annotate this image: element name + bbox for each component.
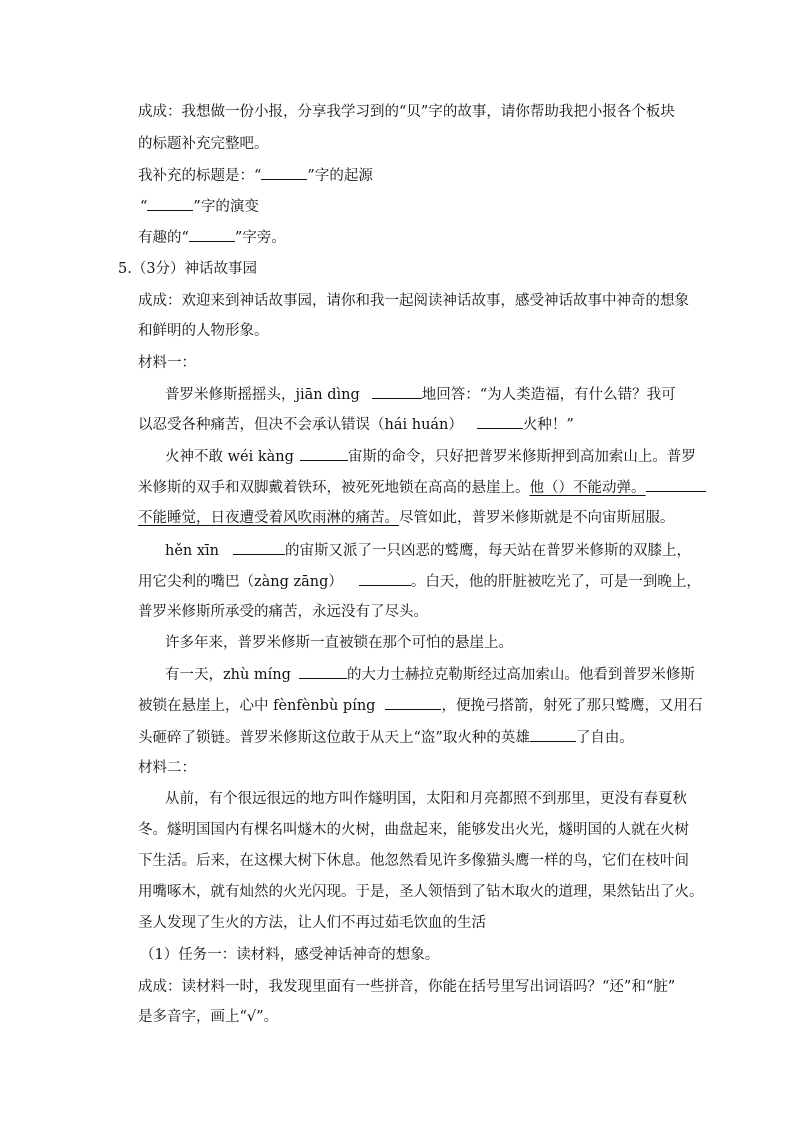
- text: 以忍受各种痛苦，但决不会承认错误（hái huán）: [138, 417, 463, 433]
- answer-blank[interactable]: [300, 446, 348, 461]
- text: 有趣的“: [138, 230, 189, 246]
- text: 用它尖利的嘴巴（zàng zāng）: [138, 574, 343, 590]
- answer-blank[interactable]: [385, 695, 441, 710]
- m1-line-1: [165, 384, 676, 405]
- underlined-sentence: 不能睡觉，日夜遭受着风吹雨淋的痛苦。: [138, 510, 399, 526]
- m2-line-2: 冬。燧明国国内有棵名叫燧木的火树，曲盘起来，能够发出火光，燧明国的人就在火树: [138, 822, 689, 838]
- material-1-label: 材料一：: [138, 355, 196, 371]
- answer-blank[interactable]: [530, 727, 576, 742]
- intro-line-3: [138, 165, 373, 186]
- task-1-question-2: 是多音字，画上“√”。: [138, 1009, 279, 1025]
- intro-line-2: 的标题补充完整吧。: [138, 136, 269, 152]
- answer-blank[interactable]: [261, 165, 307, 180]
- m1-line-12: [138, 727, 634, 748]
- m1-line-7: [138, 571, 701, 592]
- task-1-question-1: 成成：读材料一时，我发现里面有一些拼音，你能在括号里写出词语吗？“还”和“脏”: [138, 979, 676, 995]
- m1-line-3: [165, 446, 696, 467]
- question-5-heading: 5.（3分）神话故事园: [118, 261, 258, 277]
- answer-blank[interactable]: [372, 384, 422, 399]
- text: 头砸碎了锁链。普罗米修斯这位敢于从天上“盗”取火种的英雄: [138, 730, 530, 746]
- text: 我补充的标题是：“: [138, 168, 262, 184]
- text: 宙斯的命令，只好把普罗米修斯押到高加索山上。普罗: [347, 449, 696, 465]
- m1-line-9: 许多年来，普罗米修斯一直被锁在那个可怕的悬崖上。: [165, 635, 513, 651]
- text: 被锁在悬崖上，心中 fènfènbù píng: [138, 698, 376, 714]
- m1-line-8: 普罗米修斯所承受的痛苦，永远没有了尽头。: [138, 604, 428, 620]
- m1-line-5: [138, 508, 675, 528]
- text: 尽管如此，普罗米修斯就是不向宙斯屈服。: [399, 510, 675, 526]
- text: 的大力士赫拉克勒斯经过高加索山。他看到普罗米修斯: [346, 667, 695, 683]
- text: ”字的演变: [193, 199, 259, 215]
- answer-blank[interactable]: [233, 540, 285, 555]
- m2-line-1: 从前，有个很远很远的地方叫作燧明国，太阳和月亮都照不到那里，更没有春夏秋: [165, 791, 687, 807]
- intro-line-5: [138, 227, 286, 248]
- text: 有一天，zhù míng: [165, 667, 291, 683]
- text: ”字的起源: [307, 168, 373, 184]
- underline-extension: [646, 477, 706, 492]
- text: 。白天，他的肝脏被吃光了，可是一到晚上，: [410, 574, 701, 590]
- text: ”字旁。: [234, 230, 286, 246]
- text: ，便挽弓搭箭，射死了那只鹫鹰，又用石: [441, 698, 703, 714]
- m1-line-11: [138, 695, 702, 716]
- task-1-heading: （1）任务一：读材料，感受神话神奇的想象。: [140, 947, 440, 963]
- answer-blank[interactable]: [189, 227, 235, 242]
- underlined-sentence: 他（）不能动弹。: [529, 480, 646, 496]
- m1-line-2: [138, 414, 574, 435]
- text: 火种！”: [522, 417, 574, 433]
- m2-line-3: 下生活。后来，在这棵大树下休息。他忽然看见许多像猫头鹰一样的鸟，它们在枝叶间: [138, 853, 689, 869]
- text: hěn xīn: [165, 543, 220, 559]
- text: 火神不敢 wéi kàng: [165, 449, 294, 465]
- m1-line-10: [165, 664, 695, 685]
- text: 的宙斯又派了一只凶恶的鹫鹰，每天站在普罗米修斯的双膝上，: [285, 543, 692, 559]
- answer-blank[interactable]: [477, 414, 523, 429]
- m2-line-5: 圣人发现了生火的方法，让人们不再过茹毛饮血的生活: [138, 915, 486, 931]
- q5-intro-2: 和鲜明的人物形象。: [138, 323, 269, 339]
- intro-line-1: 成成：我想做一份小报，分享我学习到的“贝”字的故事，请你帮助我把小报各个板块: [138, 104, 675, 120]
- m1-line-6: [165, 540, 691, 561]
- m2-line-4: 用嘴啄木，就有灿然的火光闪现。于是，圣人领悟到了钻木取火的道理，果然钻出了火。: [138, 884, 704, 900]
- answer-blank[interactable]: [147, 196, 193, 211]
- text: 米修斯的双手和双脚戴着铁环，被死死地锁在高高的悬崖上。: [138, 480, 530, 496]
- answer-blank[interactable]: [359, 571, 411, 586]
- text: 了自由。: [575, 730, 634, 746]
- text: 普罗米修斯摇摇头，jiān dìng: [165, 387, 360, 403]
- text: “: [140, 199, 148, 215]
- m1-line-4: [138, 477, 706, 498]
- answer-blank[interactable]: [299, 664, 347, 679]
- q5-intro-1: 成成：欢迎来到神话故事园，请你和我一起阅读神话故事，感受神话故事中神奇的想象: [138, 293, 689, 309]
- intro-line-4: [140, 196, 259, 217]
- text: 地回答：“为人类造福，有什么错？我可: [421, 387, 676, 403]
- material-2-label: 材料二：: [138, 760, 196, 776]
